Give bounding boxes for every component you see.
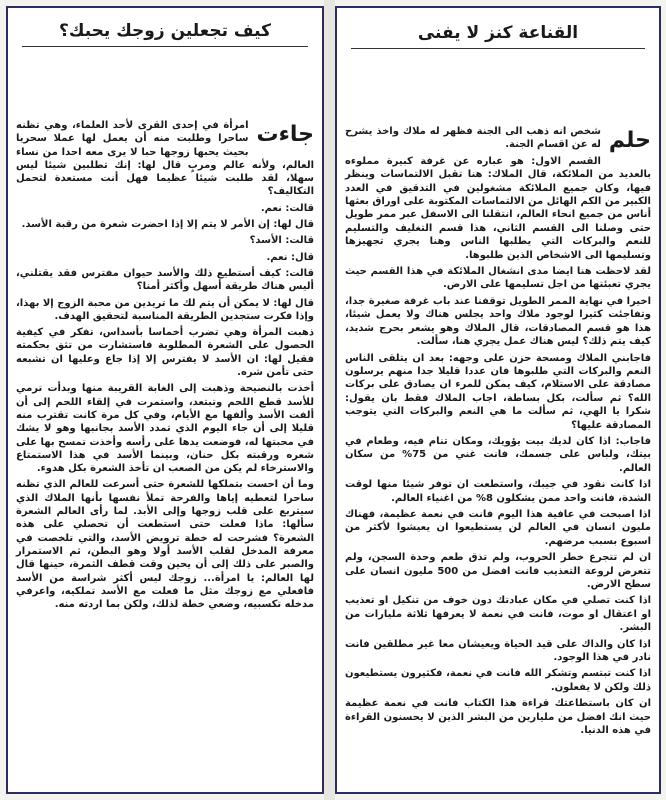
headline-underline xyxy=(22,46,308,47)
paragraph: قالت: كيف أستطيع ذلك والأسد حيوان مفترس فقد يقتلني، أليس هناك طريقة أسهل وأكثر أمنا؟ xyxy=(16,267,314,293)
paragraph: القسم الاول: هو عباره عن غرفة كبيرة مملوءه بالعديد من الملائكة، قال الملاك: هنا تقبل الالتماسات وينظر فيها، وكان جميع الملائكة مشغولين في التدقيق في العدد الكبير من الكم الهائل من الالتماسات المكتوبة على اوراق بعثها أناس من جميع انحاء العالم، انتقلنا الى الاسفل عبر ممر طويل حتى وصلنا الى القسم الثاني، هذا قسم التغليف والتسليم للنعم والبركات التي يطلبها الناس وهنا يجري تجهيزها وتسليمها الى الاشخاص الذين طلبوها. xyxy=(345,155,651,261)
paragraph: قالت: نعم. xyxy=(260,202,314,214)
paragraph: اذا كنت تصلي في مكان عبادتك دون خوف من تنكيل او تعذيب او اعتقال او موت، فانت في نعمة لا يعرفها ثلاثة مليارات من البشر. xyxy=(345,595,651,634)
article-husband-body xyxy=(16,119,314,611)
article-husband-inner xyxy=(16,8,314,792)
paragraph: اذا كانت نقود في جيبك، واستطعت ان توفر شيئا منها لوقت الشدة، فانت واحد ممن يشكلون 8% من اغنياء العالم. xyxy=(345,479,651,504)
paragraph: شخص انه ذهب الى الجنة فظهر له ملاك واخذ يشرح له عن اقسام الجنة. xyxy=(345,126,601,151)
paragraph: اذا كنت تبتسم وتشكر الله فانت في نعمة، فكثيرون يستطيعون ذلك ولكن لا يفعلون. xyxy=(345,668,651,693)
article-husband xyxy=(6,6,324,794)
article-contentment xyxy=(335,6,661,794)
paragraph: امرأة في إحدى القرى لأحد العلماء، وهي تظنه ساحرا وطلبت منه أن يعمل لها عملا سحريا بحيث يحبها زوجها حبا لا يرى معه احدا من نساء العالم، ولأنه عالم ومربٍ قال لها: إنك تطلبين شيئا ليس سهلا، لقد طلبت شيئا عظيما فهل أنت مستعدة لتحمل التكاليف؟ xyxy=(16,120,314,198)
paragraph: لقد لاحظت هنا ايضا مدى انشغال الملائكة في هذا القسم حيث يجري تعبئتها من اجل تسليمها على الارض. xyxy=(345,266,651,291)
paragraph: قال لها: إن الأمر لا يتم إلا إذا احضرت شعرة من رقبة الأسد. xyxy=(21,219,314,231)
paragraph: اخيرا في نهاية الممر الطويل توقفنا عند باب غرفة صغيرة جدا، وتفاجئت كثيرا لوجود ملاك واحد يجلس هناك ولا يعمل شيئا، هذا هو قسم المصادقات، قال الملاك وهو يشعر بحرج شديد، كيف يتم ذلك؟ ليس هناك عمل يجري هنا، سألت. xyxy=(345,295,651,348)
paragraph: اذا كان والداك على قيد الحياة ويعيشان معا غير مطلقين فانت نادر في هذا الوجود. xyxy=(345,638,651,664)
paragraph: اذا اصبحت في عافية هذا اليوم فانت في نعمة عظيمة، فهناك مليون انسان في العالم لن يستطيعوا ان يعيشوا لأكثر من اسبوع بسبب مرضهم. xyxy=(345,508,651,547)
article-husband-kicker: جاءت xyxy=(256,122,314,147)
article-contentment-body xyxy=(345,125,651,737)
paragraph: فاجاب: اذا كان لديك بيت يؤويك، ومكان تنام فيه، وطعام في بيتك، ولباس على جسمك، فانت غني من 75% من سكان العالم. xyxy=(345,435,651,474)
paragraph: فاجابني الملاك ومسحة حزن على وجهه: بعد ان يتلقى الناس النعم والبركات التي طلبوها فان عددا قليلا جدا منهم يرسلون مصادقة على الاستلام، كيف يمكن للمرء ان يصادق على بركات الله؟ ثم سألت، بكل بساطة، اجاب الملاك فقط بان يقول: شكرا يا الهي، ثم سألت ما هي النعم والبركات التي يتوجب المصادقة عليها؟ xyxy=(345,352,651,431)
article-contentment-inner xyxy=(345,8,651,792)
article-contentment-kicker: حلم xyxy=(608,128,651,153)
article-contentment-headline: القناعة كنز لا يفنى xyxy=(417,23,579,43)
paragraph: ذهبت المرأة وهي تضرب أخماسا بأسداس، تفكر في كيفية الحصول على الشعرة المطلوبة فاستشارت من تثق بحكمته فقيل لها: ان الأسد لا يفترس إلا إذا جاع وعليها ان تشبعه حتى تأمن شره. xyxy=(16,327,314,379)
paragraph: ان كان باستطاعتك قراءة هذا الكتاب فانت في نعمة عظيمة حيث انك افضل من مليارين من البشر الذين لا يحسنون القراءة في هذه الدنيا. xyxy=(345,698,651,737)
paragraph: قالت: الأسد؟ xyxy=(249,235,314,247)
paragraph: وما أن احست بتملكها للشعرة حتى أسرعت للعالم الذي تظنه ساحرا لتعطيه إياها والفرحة تملأ نفسها بأنها الملاك الذي سيتربع على قلب زوجها وإلى الأبد. لما رأى العالم الشعرة سألها: ماذا فعلت حتى استطعت أن تحصلي على هذه الشعرة؟ فشرحت له خطة ترويض الأسد، والتي تلخصت في معرفة المدخل لقلب الأسد أولا وهو البطن، ثم الاستمرار والصبر على ذلك إلى أن يحين وقت قطف الثمرة، حينها قال لها العالم: يا امرأة... زوجك ليس أكثر شراسة من الأسد فافعلي مع زوجك مثل ما فعلت مع الأسد تملكيه، واعرفي مدخله تكسبيه، وضعي خطة لذلك، ولكن بما اردته منه. xyxy=(16,479,314,611)
headline-underline xyxy=(351,48,645,49)
paragraph: قال لها: لا يمكن أن يتم لك ما تريدين من محبة الزوج إلا بهذا، وإذا فكرت ستجدين الطريقة المناسبة لتحقيق الهدف. xyxy=(16,297,314,322)
paragraph: قال: نعم. xyxy=(266,251,314,263)
paragraph: أخذت بالنصيحة وذهبت إلى الغابة القريبة منها وبدأت ترمي للأسد قطع اللحم وتبتعد، واستمرت في إلقاء اللحم إلى أن ألفت الأسد وألفها مع الأيام، وفي كل مرة كانت تقترب منه قليلا إلى أن جاء اليوم الذي تمدد الأسد بجانبها وهو لا يشك في محبتها له، فوضعت يدها على رأسه وأخذت تمسح بها على شعره ورقبته بكل حنان، وبينما الأسد في هذا الاستمتاع والاسترخاء لم يكن من الصعب ان تأخذ الشعرة بكل هدوء. xyxy=(16,383,314,475)
article-husband-headline: كيف تجعلين زوجك يحبك؟ xyxy=(59,21,271,41)
column-gutter xyxy=(324,0,335,800)
paragraph: ان لم تتجرع خطر الحروب، ولم تذق طعم وحدة السجن، ولم تتعرض لروعة التعذيب فانت افضل من 500 مليون انسان على سطح الارض. xyxy=(345,552,651,590)
